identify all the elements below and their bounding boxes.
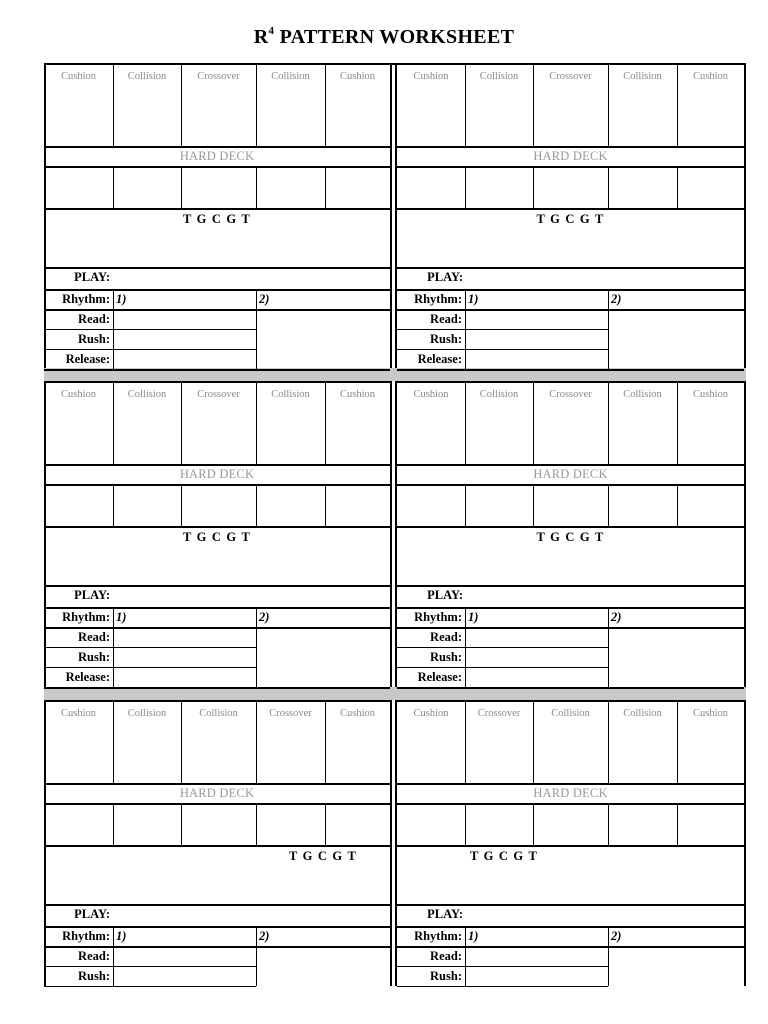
hard-deck-top-line	[397, 464, 744, 466]
play-input[interactable]	[114, 906, 388, 924]
rush-input[interactable]	[467, 649, 606, 665]
pattern-entry-cell[interactable]	[610, 403, 675, 462]
read-input[interactable]	[467, 311, 606, 327]
release-input[interactable]	[115, 669, 254, 685]
rush-label: Rush:	[430, 332, 462, 346]
hard-deck-bottom-line	[397, 166, 744, 168]
lower-entry-cell[interactable]	[258, 486, 323, 524]
sequence-label: T G C G T	[183, 212, 251, 226]
rush-top-line	[44, 966, 256, 967]
play-input[interactable]	[467, 906, 742, 924]
notes-area[interactable]	[46, 866, 388, 902]
column-divider	[113, 700, 114, 783]
notes-area[interactable]	[399, 229, 742, 265]
play-label: PLAY:	[74, 588, 110, 602]
pattern-entry-cell[interactable]	[535, 722, 606, 781]
panel-top-border	[44, 381, 390, 383]
pattern-entry-cell[interactable]	[46, 85, 111, 144]
column-divider	[465, 381, 466, 464]
read-label: Read:	[430, 312, 462, 326]
pattern-entry-cell[interactable]	[467, 85, 531, 144]
sequence-label: T G C G T	[289, 849, 357, 863]
rhythm-split-divider	[256, 289, 257, 369]
read-label: Read:	[78, 630, 110, 644]
rhythm-1-label: 1)	[468, 292, 479, 306]
lower-column-divider	[677, 166, 678, 208]
lower-entry-cell[interactable]	[327, 168, 388, 206]
lower-column-divider	[677, 803, 678, 845]
rush-top-line	[44, 647, 256, 648]
panel-bottom-line	[397, 687, 744, 689]
panel-top-border	[397, 700, 744, 702]
release-input[interactable]	[467, 351, 606, 367]
notes-area[interactable]	[399, 547, 742, 583]
rush-top-line	[397, 329, 608, 330]
notes-area[interactable]	[399, 866, 742, 902]
release-input[interactable]	[467, 669, 606, 685]
lower-column-divider	[325, 803, 326, 845]
pattern-entry-cell[interactable]	[399, 403, 463, 462]
release-top-line	[44, 986, 256, 987]
lower-entry-cell[interactable]	[535, 168, 606, 206]
column-label: Collision	[551, 708, 590, 719]
release-label: Release:	[417, 352, 462, 366]
rhythm-2-input[interactable]	[628, 291, 742, 309]
column-label: Collision	[127, 389, 167, 400]
rhythm-label: Rhythm:	[414, 610, 462, 624]
hard-deck-label: HARD DECK	[533, 786, 608, 800]
pattern-entry-cell[interactable]	[258, 722, 323, 781]
column-divider	[181, 63, 182, 146]
title-r: R	[253, 26, 269, 48]
rhythm-split-divider	[256, 926, 257, 986]
panel-top-border	[44, 700, 390, 702]
label-column-divider	[113, 926, 114, 986]
column-divider	[608, 63, 609, 146]
rush-label: Rush:	[78, 332, 110, 346]
hard-deck-bottom-line	[44, 484, 390, 486]
column-label: Crossover	[549, 389, 592, 400]
rhythm-2-label: 2)	[259, 292, 270, 306]
column-divider	[113, 63, 114, 146]
column-divider	[608, 700, 609, 783]
column-divider	[325, 381, 326, 464]
lower-entry-cell[interactable]	[467, 486, 531, 524]
rush-label: Rush:	[430, 650, 462, 664]
column-divider	[465, 63, 466, 146]
rhythm-split-divider	[608, 926, 609, 986]
sequence-top-line	[397, 526, 744, 528]
rhythm-1-input[interactable]	[485, 928, 606, 946]
release-top-line	[397, 349, 608, 350]
column-label: Crossover	[269, 708, 312, 719]
pattern-entry-cell[interactable]	[467, 722, 531, 781]
rhythm-split-divider	[256, 607, 257, 687]
read-input[interactable]	[115, 629, 254, 645]
column-label: Collision	[623, 708, 662, 719]
rhythm-2-input[interactable]	[276, 609, 388, 627]
column-label: Cushion	[413, 389, 449, 400]
pattern-entry-cell[interactable]	[183, 403, 254, 462]
panel-bottom-line	[44, 369, 390, 371]
column-label: Crossover	[549, 71, 592, 82]
lower-column-divider	[113, 484, 114, 526]
rhythm-1-input[interactable]	[133, 291, 254, 309]
play-input[interactable]	[467, 587, 742, 605]
read-label: Read:	[78, 949, 110, 963]
rhythm-label: Rhythm:	[414, 929, 462, 943]
lower-entry-cell[interactable]	[115, 168, 179, 206]
release-input[interactable]	[115, 351, 254, 367]
column-divider	[113, 381, 114, 464]
sequence-top-line	[397, 208, 744, 210]
lower-entry-cell[interactable]	[183, 805, 254, 843]
column-divider	[533, 63, 534, 146]
rhythm-2-label: 2)	[259, 610, 270, 624]
read-input[interactable]	[467, 629, 606, 645]
release-top-line	[397, 667, 608, 668]
release-label: Release:	[65, 352, 110, 366]
hard-deck-label: HARD DECK	[533, 467, 608, 481]
pattern-entry-cell[interactable]	[467, 403, 531, 462]
column-label: Collision	[479, 71, 519, 82]
lower-column-divider	[325, 166, 326, 208]
panel-bottom-line	[397, 369, 744, 371]
lower-column-divider	[677, 484, 678, 526]
lower-column-divider	[608, 166, 609, 208]
hard-deck-top-line	[44, 146, 390, 148]
pattern-entry-cell[interactable]	[610, 85, 675, 144]
column-divider	[533, 700, 534, 783]
play-label: PLAY:	[427, 588, 463, 602]
pattern-entry-cell[interactable]	[115, 722, 179, 781]
rhythm-notes-area[interactable]	[610, 311, 742, 367]
rhythm-2-input[interactable]	[628, 609, 742, 627]
pattern-entry-cell[interactable]	[46, 403, 111, 462]
column-divider	[465, 700, 466, 783]
sequence-label: T G C G T	[470, 849, 538, 863]
rush-input[interactable]	[467, 968, 606, 984]
lower-entry-cell[interactable]	[399, 805, 463, 843]
rhythm-notes-area[interactable]	[610, 948, 742, 984]
hard-deck-top-line	[397, 146, 744, 148]
sequence-top-line	[44, 526, 390, 528]
column-label: Cushion	[339, 708, 375, 719]
lower-column-divider	[465, 484, 466, 526]
rhythm-notes-area[interactable]	[258, 311, 388, 367]
rush-input[interactable]	[115, 331, 254, 347]
lower-column-divider	[533, 166, 534, 208]
column-divider	[533, 381, 534, 464]
pattern-entry-cell[interactable]	[258, 403, 323, 462]
rhythm-1-label: 1)	[468, 610, 479, 624]
rush-top-line	[397, 966, 608, 967]
rhythm-label: Rhythm:	[62, 292, 110, 306]
column-divider	[256, 63, 257, 146]
column-label: Cushion	[692, 708, 728, 719]
pattern-entry-cell[interactable]	[535, 85, 606, 144]
pattern-entry-cell[interactable]	[327, 403, 388, 462]
lower-entry-cell[interactable]	[115, 805, 179, 843]
sequence-top-line	[44, 845, 390, 847]
hard-deck-bottom-line	[44, 166, 390, 168]
pattern-entry-cell[interactable]	[679, 403, 742, 462]
hard-deck-bottom-line	[397, 484, 744, 486]
lower-entry-cell[interactable]	[399, 486, 463, 524]
column-divider	[677, 63, 678, 146]
lower-entry-cell[interactable]	[115, 486, 179, 524]
hard-deck-top-line	[397, 783, 744, 785]
release-label: Release:	[65, 670, 110, 684]
column-label: Crossover	[477, 708, 521, 719]
title-superscript: 4	[268, 25, 275, 38]
lower-entry-cell[interactable]	[679, 168, 742, 206]
column-label: Collision	[623, 71, 662, 82]
lower-column-divider	[113, 166, 114, 208]
lower-column-divider	[465, 166, 466, 208]
title-rest: PATTERN WORKSHEET	[274, 26, 515, 48]
notes-area[interactable]	[46, 229, 388, 265]
lower-column-divider	[181, 484, 182, 526]
lower-column-divider	[608, 803, 609, 845]
read-label: Read:	[78, 312, 110, 326]
column-divider	[256, 381, 257, 464]
panel-bottom-line	[44, 687, 390, 689]
pattern-entry-cell[interactable]	[535, 403, 606, 462]
column-divider	[325, 63, 326, 146]
rhythm-2-input[interactable]	[276, 291, 388, 309]
lower-entry-cell[interactable]	[327, 486, 388, 524]
rhythm-label: Rhythm:	[414, 292, 462, 306]
hard-deck-label: HARD DECK	[179, 467, 255, 481]
lower-column-divider	[608, 484, 609, 526]
rhythm-notes-area[interactable]	[258, 948, 388, 984]
rhythm-1-input[interactable]	[133, 609, 254, 627]
rush-top-line	[44, 329, 256, 330]
outer-border-top	[44, 63, 746, 65]
outer-border-right	[744, 63, 746, 986]
rhythm-label: Rhythm:	[62, 610, 110, 624]
pattern-entry-cell[interactable]	[679, 85, 742, 144]
rhythm-2-input[interactable]	[628, 928, 742, 946]
play-input[interactable]	[467, 269, 742, 287]
sequence-label: T G C G T	[183, 530, 251, 544]
column-divider	[325, 700, 326, 783]
rhythm-2-label: 2)	[611, 292, 622, 306]
pattern-entry-cell[interactable]	[183, 85, 254, 144]
column-label: Collision	[127, 708, 167, 719]
pattern-entry-cell[interactable]	[183, 722, 254, 781]
rhythm-2-label: 2)	[611, 610, 622, 624]
sequence-label: T G C G T	[536, 530, 605, 544]
column-label: Collision	[271, 71, 310, 82]
column-divider	[181, 700, 182, 783]
hard-deck-label: HARD DECK	[179, 786, 255, 800]
rhythm-split-divider	[608, 289, 609, 369]
lower-entry-cell[interactable]	[183, 486, 254, 524]
lower-entry-cell[interactable]	[183, 168, 254, 206]
read-input[interactable]	[467, 948, 606, 964]
rush-top-line	[397, 647, 608, 648]
column-label: Cushion	[339, 389, 375, 400]
column-divider	[677, 381, 678, 464]
rhythm-1-label: 1)	[116, 292, 127, 306]
column-label: Cushion	[413, 71, 449, 82]
sequence-top-line	[44, 208, 390, 210]
rhythm-2-label: 2)	[259, 929, 270, 943]
column-label: Cushion	[692, 389, 728, 400]
read-input[interactable]	[115, 311, 254, 327]
hard-deck-bottom-line	[44, 803, 390, 805]
rhythm-label: Rhythm:	[62, 929, 110, 943]
lower-entry-cell[interactable]	[467, 805, 531, 843]
play-label: PLAY:	[427, 907, 463, 921]
column-label: Collision	[479, 389, 519, 400]
notes-area[interactable]	[46, 547, 388, 583]
lower-entry-cell[interactable]	[679, 486, 742, 524]
lower-entry-cell[interactable]	[535, 486, 606, 524]
pattern-entry-cell[interactable]	[115, 85, 179, 144]
lower-entry-cell[interactable]	[467, 168, 531, 206]
lower-entry-cell[interactable]	[610, 486, 675, 524]
panel-top-border	[397, 381, 744, 383]
release-top-line	[44, 667, 256, 668]
column-label: Collision	[623, 389, 662, 400]
rhythm-1-label: 1)	[116, 610, 127, 624]
label-column-divider	[465, 926, 466, 986]
column-divider	[256, 700, 257, 783]
lower-column-divider	[256, 803, 257, 845]
column-label: Crossover	[197, 71, 240, 82]
lower-column-divider	[533, 803, 534, 845]
column-divider	[608, 381, 609, 464]
hard-deck-label: HARD DECK	[533, 149, 608, 163]
center-divider-right	[395, 63, 397, 986]
lower-column-divider	[465, 803, 466, 845]
read-input[interactable]	[115, 948, 254, 964]
rhythm-2-label: 2)	[611, 929, 622, 943]
hard-deck-bottom-line	[397, 803, 744, 805]
lower-entry-cell[interactable]	[258, 805, 323, 843]
pattern-entry-cell[interactable]	[399, 85, 463, 144]
hard-deck-label: HARD DECK	[179, 149, 255, 163]
play-label: PLAY:	[427, 270, 463, 284]
lower-column-divider	[256, 166, 257, 208]
pattern-entry-cell[interactable]	[46, 722, 111, 781]
column-label: Cushion	[339, 71, 375, 82]
column-label: Cushion	[60, 708, 96, 719]
pattern-entry-cell[interactable]	[115, 403, 179, 462]
rhythm-split-divider	[608, 607, 609, 687]
rush-label: Rush:	[430, 969, 462, 983]
column-label: Crossover	[197, 389, 240, 400]
rush-input[interactable]	[467, 331, 606, 347]
rhythm-2-input[interactable]	[276, 928, 388, 946]
column-label: Cushion	[60, 389, 96, 400]
rhythm-1-input[interactable]	[485, 291, 606, 309]
lower-column-divider	[113, 803, 114, 845]
play-label: PLAY:	[74, 270, 110, 284]
read-label: Read:	[430, 949, 462, 963]
rush-label: Rush:	[78, 969, 110, 983]
rush-label: Rush:	[78, 650, 110, 664]
release-label: Release:	[417, 670, 462, 684]
lower-entry-cell[interactable]	[46, 805, 111, 843]
lower-entry-cell[interactable]	[258, 168, 323, 206]
rhythm-1-label: 1)	[116, 929, 127, 943]
column-label: Collision	[271, 389, 310, 400]
rhythm-notes-area[interactable]	[610, 629, 742, 685]
lower-entry-cell[interactable]	[610, 168, 675, 206]
lower-entry-cell[interactable]	[46, 168, 111, 206]
hard-deck-top-line	[44, 783, 390, 785]
lower-entry-cell[interactable]	[327, 805, 388, 843]
pattern-entry-cell[interactable]	[610, 722, 675, 781]
sequence-label: T G C G T	[536, 212, 605, 226]
rhythm-1-input[interactable]	[133, 928, 254, 946]
read-label: Read:	[430, 630, 462, 644]
play-input[interactable]	[114, 269, 388, 287]
column-label: Collision	[199, 708, 238, 719]
play-label: PLAY:	[74, 907, 110, 921]
rush-input[interactable]	[115, 968, 254, 984]
rhythm-notes-area[interactable]	[258, 629, 388, 685]
lower-entry-cell[interactable]	[610, 805, 675, 843]
lower-column-divider	[181, 803, 182, 845]
pattern-entry-cell[interactable]	[679, 722, 742, 781]
pattern-entry-cell[interactable]	[327, 85, 388, 144]
lower-column-divider	[533, 484, 534, 526]
lower-column-divider	[181, 166, 182, 208]
column-divider	[677, 700, 678, 783]
rhythm-1-input[interactable]	[485, 609, 606, 627]
column-divider	[181, 381, 182, 464]
lower-entry-cell[interactable]	[679, 805, 742, 843]
hard-deck-top-line	[44, 464, 390, 466]
column-label: Cushion	[413, 708, 449, 719]
lower-entry-cell[interactable]	[535, 805, 606, 843]
sequence-top-line	[397, 845, 744, 847]
column-label: Cushion	[60, 71, 96, 82]
release-top-line	[397, 986, 608, 987]
pattern-entry-cell[interactable]	[399, 722, 463, 781]
rush-input[interactable]	[115, 649, 254, 665]
rhythm-1-label: 1)	[468, 929, 479, 943]
release-top-line	[44, 349, 256, 350]
lower-entry-cell[interactable]	[46, 486, 111, 524]
pattern-entry-cell[interactable]	[258, 85, 323, 144]
column-label: Cushion	[692, 71, 728, 82]
column-label: Collision	[127, 71, 167, 82]
lower-column-divider	[256, 484, 257, 526]
play-input[interactable]	[114, 587, 388, 605]
center-divider-left	[390, 63, 392, 986]
pattern-entry-cell[interactable]	[327, 722, 388, 781]
lower-column-divider	[325, 484, 326, 526]
lower-entry-cell[interactable]	[399, 168, 463, 206]
